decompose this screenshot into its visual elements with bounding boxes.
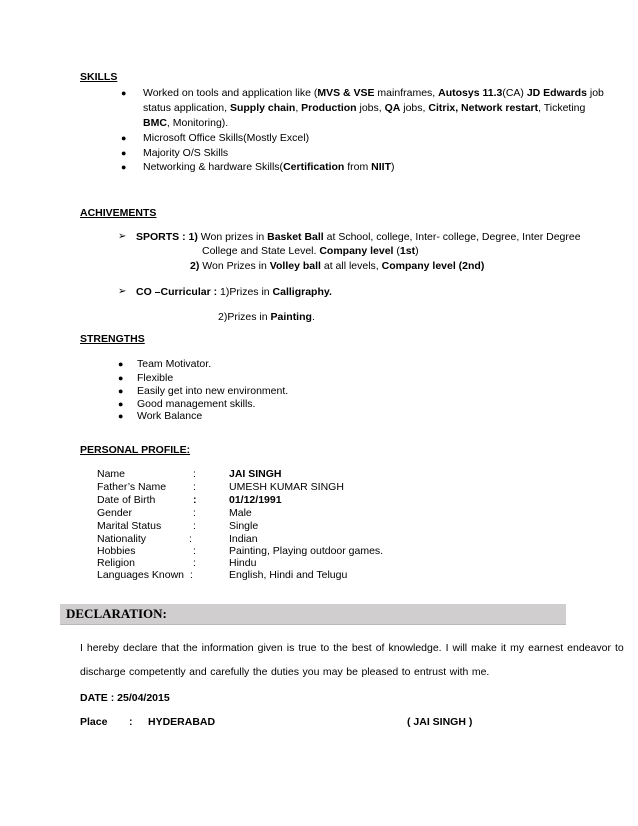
bullet-icon: ● — [121, 88, 127, 98]
profile-label-languages: Languages Known — [97, 569, 184, 581]
declaration-date: DATE : 25/04/2015 — [80, 692, 170, 704]
bullet-icon: ● — [118, 399, 124, 409]
sports-line-1: SPORTS : 1) Won prizes in Basket Ball at School, college, Inter- college, Degree, Inter Degree — [136, 231, 581, 243]
profile-heading: PERSONAL PROFILE: — [80, 444, 191, 456]
profile-label-father: Father’s Name — [97, 481, 167, 493]
achievements-heading: ACHIVEMENTS — [80, 207, 157, 219]
skills-item-1-line-2: status application, Supply chain, Production jobs, QA jobs, Citrix, Network restart, Ticketing — [143, 102, 586, 114]
declaration-heading: DECLARATION: — [66, 606, 167, 621]
profile-value-hobbies: Painting, Playing outdoor games. — [229, 545, 384, 557]
strengths-heading: STRENGTHS — [80, 333, 145, 345]
profile-label-hobbies: Hobbies — [97, 545, 136, 557]
profile-sep: : — [190, 569, 193, 581]
bullet-icon: ● — [118, 386, 124, 396]
profile-label-dob: Date of Birth — [97, 494, 156, 506]
profile-value-gender: Male — [229, 507, 252, 519]
place-label: Place — [80, 716, 108, 728]
skills-item-2: Microsoft Office Skills(Mostly Excel) — [143, 132, 310, 144]
profile-value-marital: Single — [229, 520, 259, 532]
co-curricular-line-1: CO –Curricular : 1)Prizes in Calligraphy. — [136, 286, 332, 298]
skills-item-4: Networking & hardware Skills(Certification from NIIT) — [143, 161, 395, 173]
profile-label-marital: Marital Status — [97, 520, 162, 532]
profile-label-nationality: Nationality — [97, 533, 147, 545]
profile-sep: : — [193, 468, 196, 480]
place-value: HYDERABAD — [148, 716, 216, 728]
profile-value-dob: 01/12/1991 — [229, 494, 282, 506]
bullet-icon: ● — [118, 411, 124, 421]
profile-value-name: JAI SINGH — [229, 468, 282, 480]
profile-value-nationality: Indian — [229, 533, 258, 545]
profile-sep: : — [193, 481, 196, 493]
profile-label-religion: Religion — [97, 557, 135, 569]
profile-sep: : — [189, 533, 192, 545]
sports-line-3: 2) Won Prizes in Volley ball at all levels, Company level (2nd) — [190, 260, 485, 272]
declaration-bar — [60, 604, 566, 625]
profile-sep: : — [193, 507, 196, 519]
place-sep: : — [129, 716, 133, 728]
profile-sep: : — [193, 494, 197, 506]
skills-heading: SKILLS — [80, 71, 118, 83]
profile-sep: : — [193, 557, 196, 569]
bullet-icon: ● — [118, 373, 124, 383]
co-curricular-line-2: 2)Prizes in Painting. — [218, 311, 315, 323]
bullet-icon: ● — [121, 162, 127, 172]
profile-value-father: UMESH KUMAR SINGH — [229, 481, 344, 493]
profile-label-gender: Gender — [97, 507, 133, 519]
arrow-bullet-icon: ➢ — [118, 286, 127, 297]
profile-label-name: Name — [97, 468, 126, 480]
bullet-icon: ● — [121, 148, 127, 158]
signature-name: ( JAI SINGH ) — [407, 716, 473, 728]
skills-item-3: Majority O/S Skills — [143, 147, 229, 159]
bullet-icon: ● — [118, 359, 124, 369]
profile-sep: : — [193, 545, 196, 557]
strength-item: Work Balance — [137, 410, 203, 422]
declaration-text-line-1: I hereby declare that the information given is true to the best of knowledge. I will make it my earnest endeavor to — [80, 642, 624, 654]
strength-item: Flexible — [137, 372, 174, 384]
strength-item: Good management skills. — [137, 398, 256, 410]
skills-item-1-line-3: BMC, Monitoring). — [143, 117, 229, 129]
profile-value-languages: English, Hindi and Telugu — [229, 569, 348, 581]
skills-item-1-line-1: Worked on tools and application like (MVS & VSE mainframes, Autosys 11.3(CA) JD Edwards job — [143, 87, 604, 99]
profile-sep: : — [193, 520, 196, 532]
declaration-text-line-2: discharge competently and carefully the duties you may be pleased to entrust with me. — [80, 666, 490, 678]
arrow-bullet-icon: ➢ — [118, 231, 127, 242]
profile-value-religion: Hindu — [229, 557, 257, 569]
strength-item: Team Motivator. — [137, 358, 212, 370]
bullet-icon: ● — [121, 133, 127, 143]
sports-line-2: College and State Level. Company level (1st) — [202, 245, 419, 257]
strength-item: Easily get into new environment. — [137, 385, 289, 397]
